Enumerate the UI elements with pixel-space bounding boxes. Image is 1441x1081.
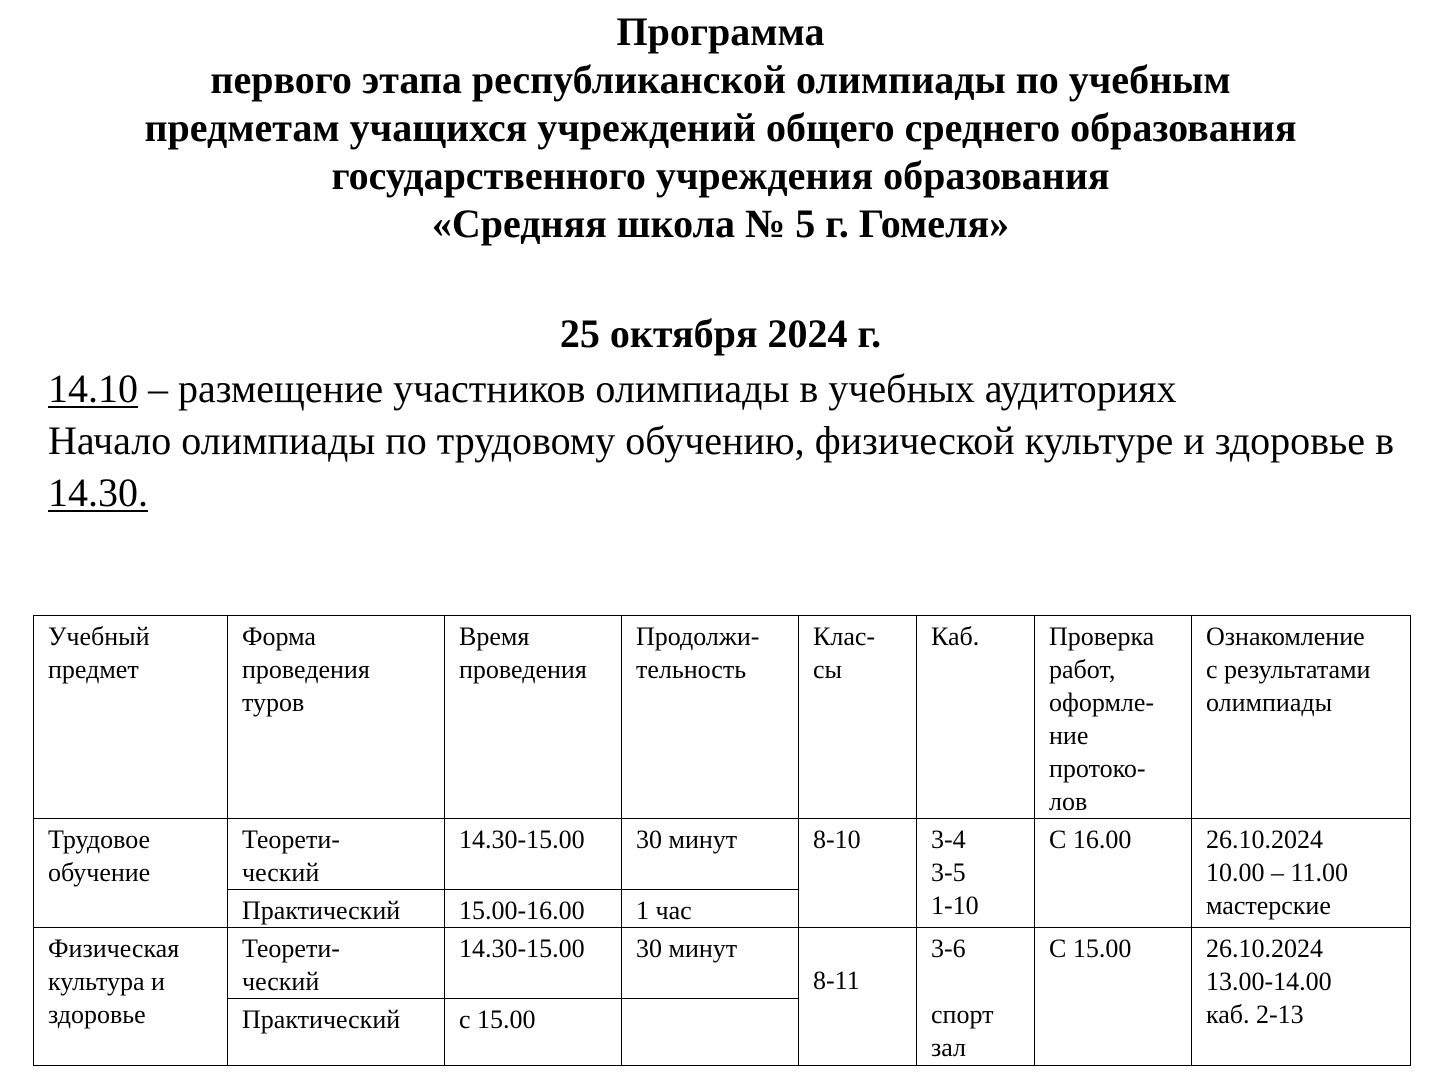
table-header-row (34, 616, 1411, 819)
table-row (34, 819, 1411, 890)
intro-line-1 (48, 363, 1394, 415)
phys-theory-form: Теорети- ческий (228, 928, 445, 999)
phys-theory-duration: 30 минут (622, 928, 799, 999)
event-date: 25 октября 2024 г. (559, 311, 882, 356)
intro-text (48, 363, 1394, 519)
phys-rooms: 3-6 спорт зал (917, 928, 1035, 1066)
header-classes: Клас- сы (799, 616, 917, 819)
heading-line-5: «Средняя школа № 5 г. Гомеля» (431, 201, 1010, 246)
heading-line-3: предметам учащихся учреждений общего среднего образования (144, 105, 1297, 150)
phys-practice-time: с 15.00 (445, 999, 622, 1066)
trud-practice-duration: 1 час (622, 890, 799, 928)
header-results: Ознакомление с результатами олимпиады (1192, 616, 1411, 819)
phys-subject: Физическая культура и здоровье (34, 928, 228, 1066)
start-time: 14.30. (48, 470, 148, 515)
phys-classes: 8-11 (799, 928, 917, 1066)
placement-text: – размещение участников олимпиады в учебных аудиториях (138, 366, 1177, 411)
header-subject: Учебный предмет (34, 616, 228, 819)
intro-line-2 (48, 415, 1394, 519)
table-row (34, 928, 1411, 999)
header-duration: Продолжи- тельность (622, 616, 799, 819)
schedule-table (33, 615, 1411, 1066)
phys-results: 26.10.2024 13.00-14.00 каб. 2-13 (1192, 928, 1411, 1066)
trud-theory-form: Теорети- ческий (228, 819, 445, 890)
trud-check: С 16.00 (1035, 819, 1192, 928)
header-room: Каб. (917, 616, 1035, 819)
header-time: Время проведения (445, 616, 622, 819)
heading-line-4: государственного учреждения образования (331, 153, 1110, 198)
phys-practice-form: Практический (228, 999, 445, 1066)
phys-practice-duration (622, 999, 799, 1066)
phys-check: С 15.00 (1035, 928, 1192, 1066)
trud-subject: Трудовое обучение (34, 819, 228, 928)
header-check: Проверка работ, оформле- ние протоко- лов (1035, 616, 1192, 819)
trud-theory-time: 14.30-15.00 (445, 819, 622, 890)
trud-practice-time: 15.00-16.00 (445, 890, 622, 928)
phys-theory-time: 14.30-15.00 (445, 928, 622, 999)
placement-time: 14.10 (48, 366, 138, 411)
trud-rooms: 3-4 3-5 1-10 (917, 819, 1035, 928)
trud-practice-form: Практический (228, 890, 445, 928)
heading-line-2: первого этапа республиканской олимпиады по учебным (210, 57, 1231, 102)
start-text: Начало олимпиады по трудовому обучению, физической культуре и здоровье в (48, 418, 1394, 463)
trud-classes: 8-10 (799, 819, 917, 928)
trud-results: 26.10.2024 10.00 – 11.00 мастерские (1192, 819, 1411, 928)
document-heading (0, 8, 1441, 248)
trud-theory-duration: 30 минут (622, 819, 799, 890)
header-form: Форма проведения туров (228, 616, 445, 819)
heading-line-1: Программа (616, 9, 825, 54)
